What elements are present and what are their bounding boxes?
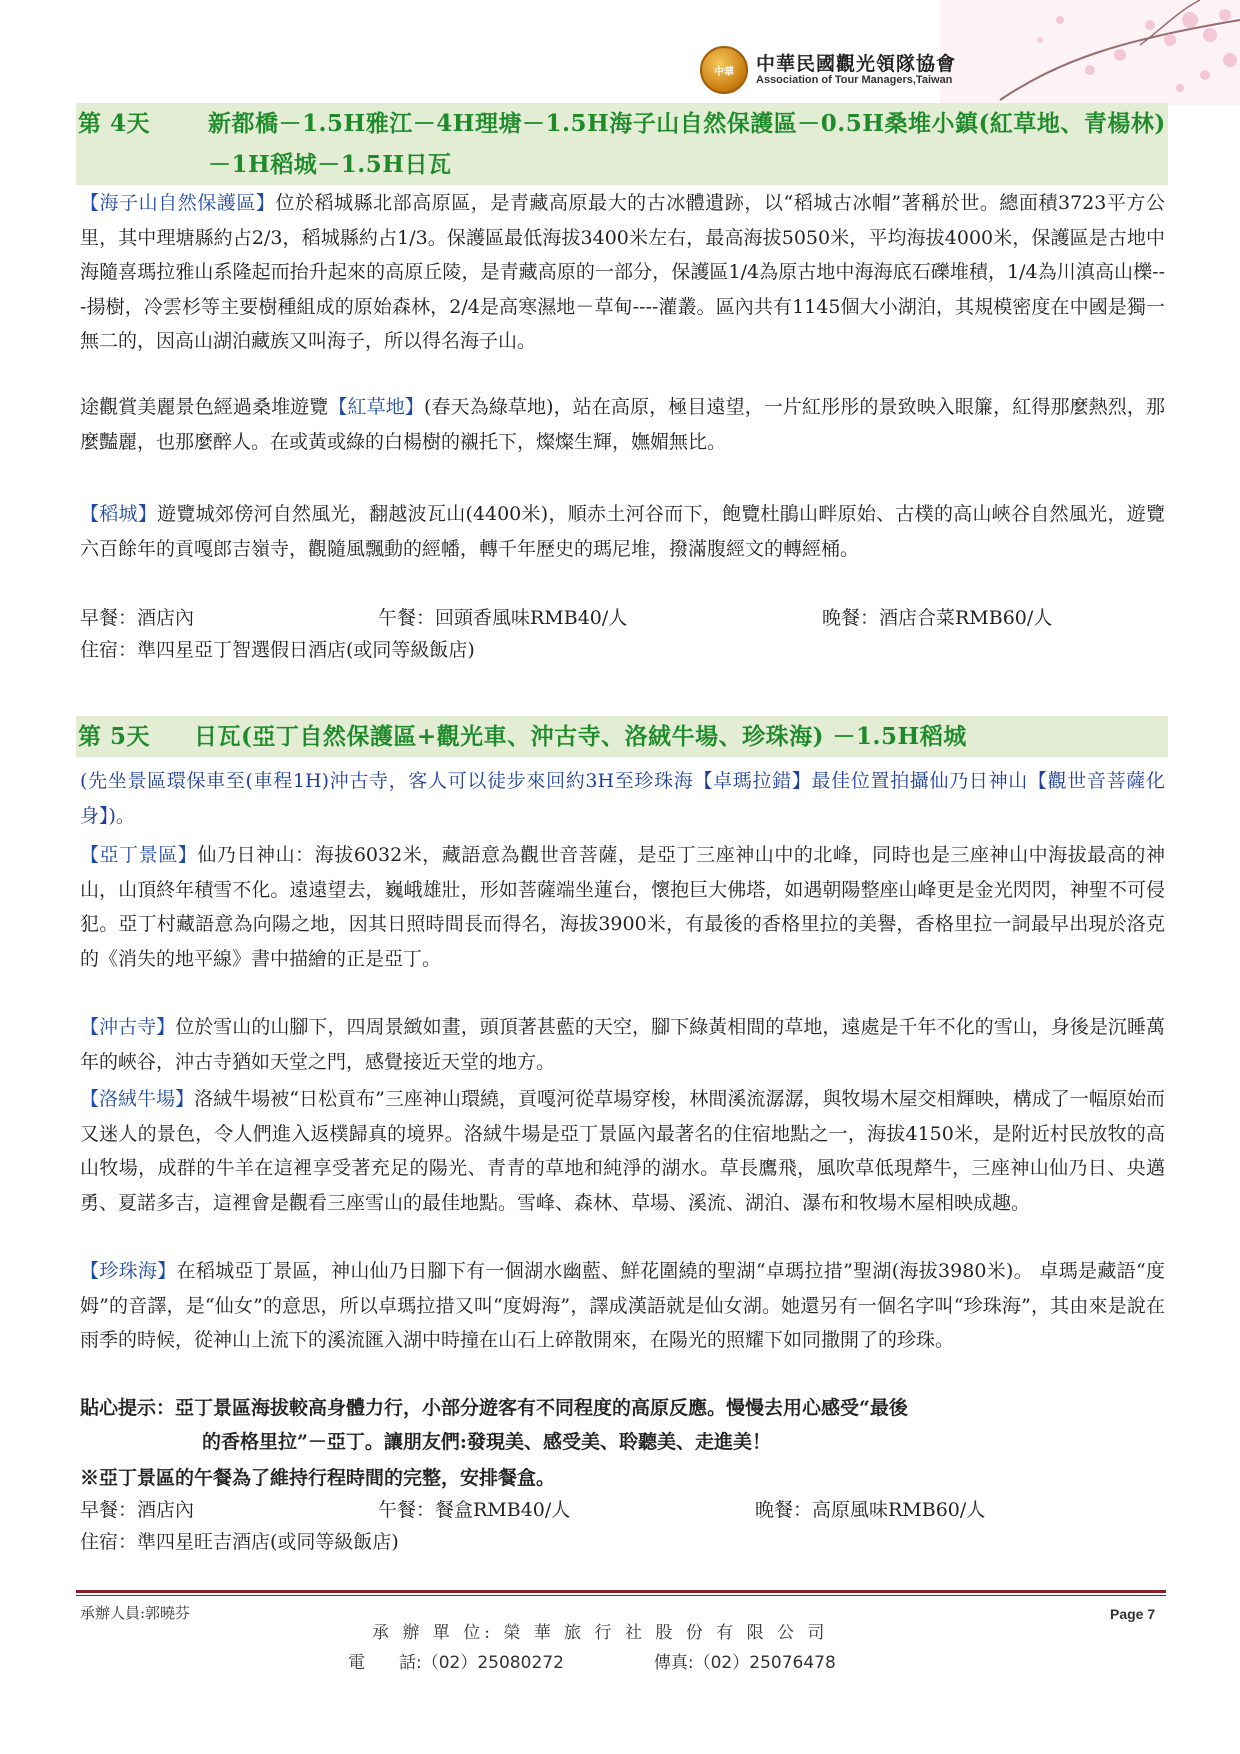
day5-meals <box>80 1494 1165 1526</box>
org-name-en: Association of Tour Managers,Taiwan <box>756 74 953 87</box>
day5-number: 第 5天 <box>78 723 151 750</box>
haizishan-tag: 【海子山自然保護區】 <box>80 192 276 214</box>
footer-rule <box>76 1590 1166 1593</box>
cherry-blossom-decoration <box>940 0 1240 105</box>
association-logo <box>700 45 956 95</box>
day5-note-a: (先坐景區環保車至(車程1H)沖古寺，客人可以徒步來回約3H至珍珠海 <box>80 770 694 792</box>
tip-line-2: 的香格里拉”－亞丁。讓朋友們:發現美、感受美、聆聽美、走進美！ <box>202 1431 771 1453</box>
footer-company: 承 辦 單 位: 榮 華 旅 行 社 股 份 有 限 公 司 <box>372 1623 829 1643</box>
day4-dinner: 晚餐：酒店合菜RMB60/人 <box>822 607 1053 629</box>
day5-lunch: 午餐：餐盒RMB40/人 <box>378 1499 571 1521</box>
day4-lunch: 午餐：回頭香風味RMB40/人 <box>378 607 628 629</box>
haizishan-text: 位於稻城縣北部高原區，是青藏高原最大的古冰體遺跡，以“稻城古冰帽”著稱於世。總面積3723平方公里，其中理塘縣約占2/3，稻城縣約占1/3。保護區最低海拔3400米左右，最高海拔5050米，平均海拔4000米，保護區是古地中海隨喜瑪拉雅山系隆起而抬升起來的高原丘陵，是青藏高原的一部分，保護區1/4為原古地中海海底石礫堆積，1/4為川滇高山櫟---揚樹，冷雲杉等主要樹種組成的原始森林，2/4是高寒濕地－草甸----灌叢。區內共有1145個大小湖泊，其規模密度在中國是獨一無二的，因高山湖泊藏族又叫海子，所以得名海子山。 <box>80 192 1165 352</box>
chonggu-tag: 【沖古寺】 <box>80 1016 176 1038</box>
day4-daocheng-paragraph <box>80 497 1165 566</box>
day5-zhenzhuhai-paragraph <box>80 1254 1165 1358</box>
day5-note-c: )。 <box>108 804 135 827</box>
association-seal-icon: 中華 <box>700 46 748 94</box>
page-number: Page 7 <box>1110 1606 1156 1622</box>
day5-note-tag2: 【觀世音菩薩化身】 <box>80 770 1165 827</box>
day5-note-b: 最佳位置拍攝仙乃日神山 <box>811 770 1028 792</box>
day4-breakfast: 早餐：酒店內 <box>80 607 195 629</box>
day5-luorong-paragraph <box>80 1082 1165 1220</box>
hongcaodi-pre: 途觀賞美麗景色經過桑堆遊覽 <box>80 396 329 418</box>
day4-hotel: 住宿：準四星亞丁智選假日酒店(或同等級飯店) <box>80 639 475 661</box>
tip-line-3: ※亞丁景區的午餐為了維持行程時間的完整，安排餐盒。 <box>80 1467 556 1489</box>
zhenzhuhai-tag: 【珍珠海】 <box>80 1260 177 1282</box>
hongcaodi-tag: 【紅草地】 <box>328 396 424 418</box>
luorong-text: 洛絨牛場被“日松貢布”三座神山環繞，貢嘎河從草場穿梭，林間溪流潺潺，與牧場木屋交相輝映，構成了一幅原始而又迷人的景色，令人們進入返樸歸真的境界。洛絨牛場是亞丁景區內最著名的住宿地點之一，海拔4150米，是附近村民放牧的高山牧場，成群的牛羊在這裡享受著充足的陽光、青青的草地和純淨的湖水。草長鷹飛，風吹草低現犛牛，三座神山仙乃日、央邁勇、夏諾多吉，這裡會是觀看三座雪山的最佳地點。雪峰、森林、草場、溪流、湖泊、瀑布和牧場木屋相映成趣。 <box>80 1088 1165 1214</box>
org-name-cn: 中華民國觀光領隊協會 <box>756 52 957 75</box>
day4-meals <box>80 602 1165 634</box>
day4-haizishan-paragraph <box>80 186 1165 359</box>
day4-title <box>76 103 1168 185</box>
tip-line-1: 貼心提示：亞丁景區海拔較高身體力行，小部分遊客有不同程度的高原反應。慢慢去用心感受“最後 <box>80 1397 908 1419</box>
day4-hongcaodi-paragraph <box>80 390 1165 459</box>
day5-dinner: 晚餐：高原風味RMB60/人 <box>755 1499 986 1521</box>
footer-staff: 承辦人員:郭曉芬 <box>80 1604 191 1622</box>
day5-hotel: 住宿：準四星旺吉酒店(或同等級飯店) <box>80 1531 399 1553</box>
page-header <box>0 0 1240 105</box>
day5-title <box>76 716 1168 757</box>
yading-tag: 【亞丁景區】 <box>80 844 198 866</box>
daocheng-text: 遊覽城郊傍河自然風光，翻越波瓦山(4400米)，順赤土河谷而下，飽覽杜鵑山畔原始、古樸的高山峽谷自然風光，遊覽六百餘年的貢嘎郎吉嶺寺，觀隨風飄動的經幡，轉千年歷史的瑪尼堆，撥滿腹經文的轉經桶。 <box>80 503 1165 560</box>
yading-text: 仙乃日神山：海拔6032米，藏語意為觀世音菩薩，是亞丁三座神山中的北峰，同時也是三座神山中海拔最高的神山，山頂終年積雪不化。遠遠望去，巍峨雄壯，形如菩薩端坐蓮台，懷抱巨大佛塔，如遇朝陽整座山峰更是金光閃閃，神聖不可侵犯。亞丁村藏語意為向陽之地，因其日照時間長而得名，海拔3900米，有最後的香格里拉的美譽，香格里拉一詞最早出現於洛克的《消失的地平線》書中描繪的正是亞丁。 <box>80 844 1165 970</box>
day5-note <box>80 764 1165 833</box>
day4-number: 第 4天 <box>78 110 151 137</box>
zhenzhuhai-text: 在稻城亞丁景區，神山仙乃日腳下有一個湖水幽藍、鮮花圍繞的聖湖“卓瑪拉措”聖湖(海拔3980米)。 卓瑪是藏語“度姆”的音譯，是“仙女”的意思，所以卓瑪拉措又叫“度姆海”，譯成漢語就是仙女湖。她還另有一個名字叫“珍珠海”，其由來是說在雨季的時候，從神山上流下的溪流匯入湖中時撞在山石上碎散開來，在陽光的照耀下如同撒開了的珍珠。 <box>80 1260 1165 1351</box>
chonggu-text: 位於雪山的山腳下，四周景緻如畫，頭頂著甚藍的天空，腳下綠黃相間的草地，遠處是千年不化的雪山，身後是沉睡萬年的峽谷，沖古寺猶如天堂之門，感覺接近天堂的地方。 <box>80 1016 1165 1073</box>
day5-breakfast: 早餐：酒店內 <box>80 1499 195 1521</box>
luorong-tag: 【洛絨牛場】 <box>80 1088 195 1110</box>
footer-phone: 電 話:（02）25080272 <box>348 1653 564 1673</box>
hongcaodi-text: (春天為綠草地)，站在高原，極目遠望，一片紅彤彤的景致映入眼簾，紅得那麼熱烈，那麼豔麗，也那麼醉人。在或黃或綠的白楊樹的襯托下，燦燦生輝，嫵媚無比。 <box>80 396 1165 453</box>
day4-route: 新都橋－1.5H雅江－4H理塘－1.5H海子山自然保護區－0.5H桑堆小鎮(紅草地、青楊林)－1H稻城－1.5H日瓦 <box>208 110 1166 178</box>
daocheng-tag: 【稻城】 <box>80 503 158 525</box>
day5-route: 日瓦(亞丁自然保護區+觀光車、沖古寺、洛絨牛場、珍珠海) －1.5H稻城 <box>194 723 967 750</box>
day5-chonggu-paragraph <box>80 1010 1165 1079</box>
footer-rule-thin <box>76 1595 1166 1596</box>
day5-note-tag1: 【卓瑪拉錯】 <box>693 770 812 792</box>
day5-yading-paragraph <box>80 838 1165 976</box>
footer-fax: 傳真:（02）25076478 <box>653 1653 836 1673</box>
footer-contact <box>348 1648 836 1673</box>
